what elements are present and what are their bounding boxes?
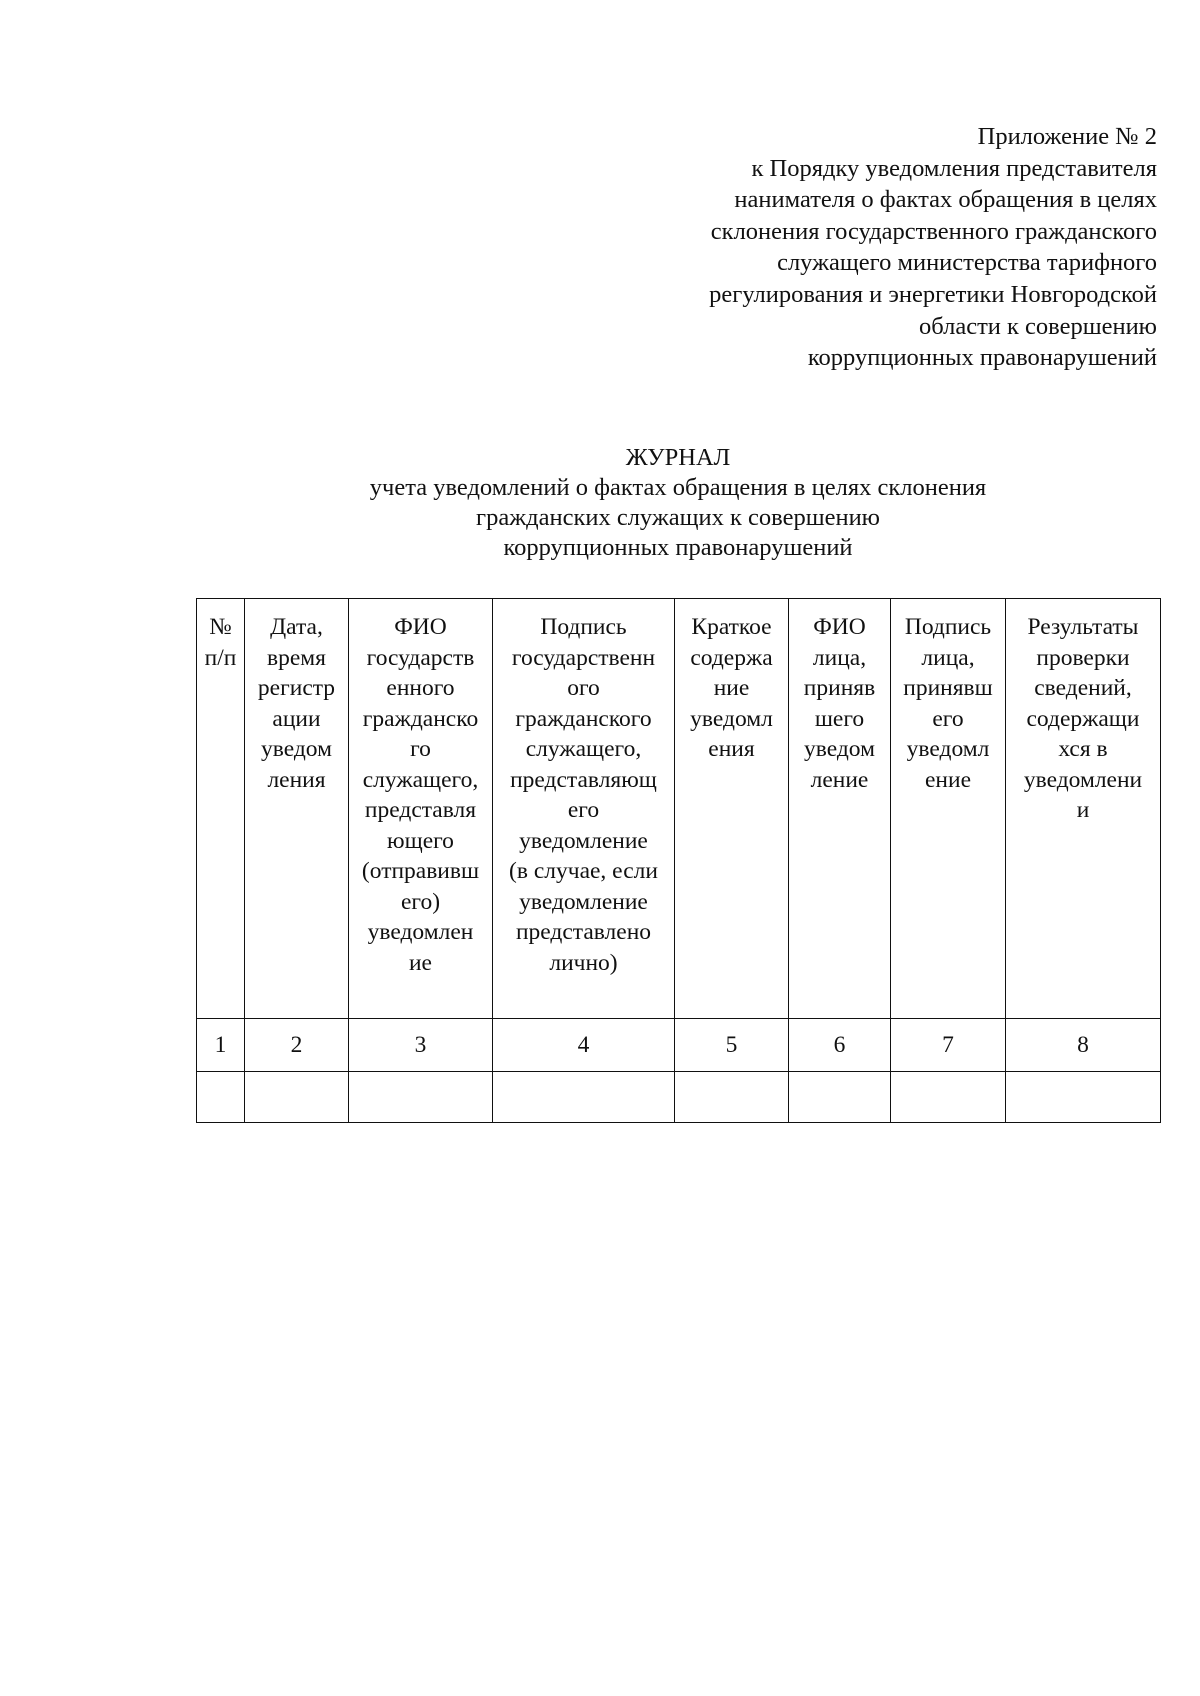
column-header-line: Подпись bbox=[904, 614, 992, 640]
column-header-line: ления bbox=[267, 766, 326, 793]
column-header-line: уведомление bbox=[519, 888, 648, 915]
column-header-line: гражданско bbox=[362, 705, 479, 732]
column-header-line: представля bbox=[364, 797, 477, 823]
column-header-number bbox=[197, 599, 245, 1019]
column-number: 3 bbox=[349, 1019, 493, 1072]
appendix-line: к Порядку уведомления представителя bbox=[751, 154, 1157, 182]
column-header-line: лица, bbox=[812, 644, 867, 671]
column-header-line: ление bbox=[810, 766, 869, 793]
column-number: 2 bbox=[245, 1019, 349, 1072]
column-header-line: уведомление bbox=[519, 827, 648, 854]
empty-cell bbox=[1006, 1072, 1161, 1123]
column-header-line: (отправивш bbox=[361, 858, 480, 884]
column-header-line: № bbox=[209, 614, 232, 640]
column-header-line: ого bbox=[567, 675, 600, 701]
empty-cell bbox=[675, 1072, 789, 1123]
column-header-summary bbox=[675, 599, 789, 1019]
column-header-line: представлено bbox=[515, 919, 652, 945]
column-header-receiver-signature bbox=[891, 599, 1006, 1019]
column-header-line: уведомлени bbox=[1023, 766, 1143, 793]
column-header-line: ющего bbox=[387, 827, 454, 854]
column-header-line: ения bbox=[708, 736, 755, 762]
journal-table bbox=[196, 598, 1161, 1123]
journal-subtitle-line: коррупционных правонарушений bbox=[503, 534, 853, 561]
column-header-line: регистр bbox=[257, 675, 336, 701]
appendix-caption bbox=[557, 121, 1157, 374]
column-header-line: сведений, bbox=[1034, 675, 1132, 701]
column-header-line: содержа bbox=[690, 644, 773, 671]
appendix-line: Приложение № 2 bbox=[977, 123, 1157, 150]
journal-header bbox=[196, 443, 1160, 563]
appendix-line: нанимателя о фактах обращения в целях bbox=[734, 186, 1157, 214]
column-header-line: шего bbox=[814, 705, 865, 732]
column-header-line: государственн bbox=[511, 644, 656, 671]
column-header-line: ние bbox=[713, 675, 750, 701]
column-header-line: енного bbox=[386, 675, 455, 701]
column-header-line: уведом bbox=[804, 736, 875, 762]
column-number: 6 bbox=[789, 1019, 891, 1072]
column-header-line: служащего, bbox=[525, 736, 642, 762]
column-header-line: уведомл bbox=[690, 705, 773, 732]
journal-subtitle-line: учета уведомлений о фактах обращения в целях склонения bbox=[369, 474, 987, 501]
column-header-date bbox=[245, 599, 349, 1019]
column-header-line: и bbox=[1076, 797, 1090, 823]
table-row bbox=[197, 1072, 1161, 1123]
column-header-line: ации bbox=[272, 705, 321, 732]
column-header-line: уведомл bbox=[906, 736, 990, 762]
column-header-sender-signature bbox=[493, 599, 675, 1019]
column-number: 8 bbox=[1006, 1019, 1161, 1072]
empty-cell bbox=[197, 1072, 245, 1123]
column-header-line: приняв bbox=[803, 675, 876, 701]
empty-cell bbox=[245, 1072, 349, 1123]
column-header-line: ие bbox=[408, 949, 432, 976]
column-header-line: Подпись bbox=[540, 614, 627, 640]
column-header-line: Краткое bbox=[691, 614, 772, 640]
column-header-line: ФИО bbox=[394, 614, 447, 640]
column-header-receiver-name bbox=[789, 599, 891, 1019]
appendix-line: склонения государственного гражданского bbox=[710, 217, 1157, 245]
column-header-line: проверки bbox=[1036, 644, 1130, 671]
appendix-line: коррупционных правонарушений bbox=[807, 344, 1157, 372]
column-number: 4 bbox=[493, 1019, 675, 1072]
column-header-results bbox=[1006, 599, 1161, 1019]
column-header-line: представляющ bbox=[510, 766, 657, 793]
column-header-line: уведом bbox=[261, 736, 332, 762]
column-header-line: Результаты bbox=[1027, 614, 1139, 640]
column-header-line: го bbox=[410, 736, 431, 762]
empty-cell bbox=[789, 1072, 891, 1123]
column-header-line: содержащи bbox=[1026, 705, 1140, 732]
empty-cell bbox=[891, 1072, 1006, 1123]
column-header-line: ФИО bbox=[813, 614, 866, 640]
column-header-line: п/п bbox=[204, 644, 237, 671]
column-header-line: его bbox=[932, 705, 964, 732]
appendix-line: регулирования и энергетики Новгородской bbox=[709, 280, 1157, 308]
column-header-line: Дата, bbox=[270, 614, 323, 640]
appendix-line: служащего министерства тарифного bbox=[777, 249, 1157, 277]
column-header-line: его bbox=[567, 797, 600, 823]
column-number: 5 bbox=[675, 1019, 789, 1072]
column-header-line: служащего, bbox=[362, 766, 479, 793]
column-header-line: ение bbox=[924, 766, 971, 793]
column-header-line: его) bbox=[400, 888, 441, 915]
journal-subtitle-line: гражданских служащих к совершению bbox=[476, 504, 880, 531]
journal-title: ЖУРНАЛ bbox=[625, 444, 731, 471]
column-header-line: лица, bbox=[921, 644, 975, 671]
column-header-line: лично) bbox=[549, 949, 618, 976]
appendix-line: области к совершению bbox=[919, 312, 1157, 340]
column-header-sender-name bbox=[349, 599, 493, 1019]
column-number: 7 bbox=[891, 1019, 1006, 1072]
column-header-line: время bbox=[267, 644, 326, 671]
column-header-line: хся в bbox=[1058, 736, 1108, 762]
column-number: 1 bbox=[197, 1019, 245, 1072]
empty-cell bbox=[493, 1072, 675, 1123]
empty-cell bbox=[349, 1072, 493, 1123]
column-header-line: государств bbox=[366, 644, 475, 671]
column-header-line: (в случае, если bbox=[509, 858, 658, 884]
column-header-line: принявш bbox=[903, 675, 993, 701]
column-number-row bbox=[197, 1019, 1161, 1072]
table-header-row bbox=[197, 599, 1161, 1019]
column-header-line: гражданского bbox=[515, 705, 652, 732]
column-header-line: уведомлен bbox=[367, 919, 474, 945]
